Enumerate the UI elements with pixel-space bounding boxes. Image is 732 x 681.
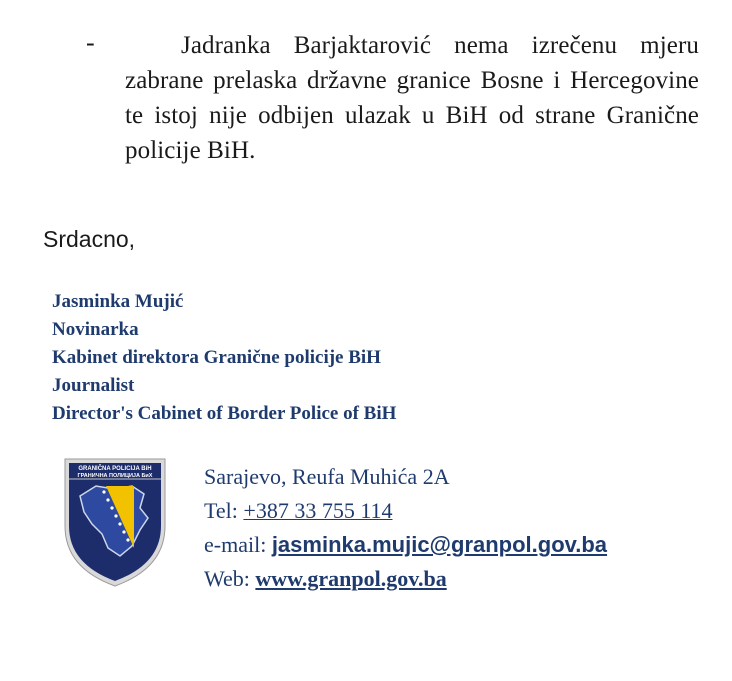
email-link[interactable]: jasminka.mujic@granpol.gov.ba <box>271 532 608 557</box>
web-label: Web: <box>204 566 256 591</box>
email-label: e-mail: <box>204 532 272 557</box>
tel-link[interactable]: +387 33 755 114 <box>243 498 393 523</box>
border-police-emblem-icon <box>62 456 168 588</box>
emblem-text-line1: GRANIČNA POLICIJA BiH <box>78 466 152 472</box>
signature-title-local: Novinarka <box>52 319 139 340</box>
signature-name: Jasminka Mujić <box>52 291 184 312</box>
signature-block <box>52 288 396 428</box>
bullet-text: Jadranka Barjaktarović nema izrečenu mjeru zabrane prelaska državne granice Bosne i Hercegovine te istoj nije odbijen ulazak u BiH od strane Granične policije BiH. <box>125 32 699 164</box>
contact-block <box>204 460 607 596</box>
contact-web <box>204 562 607 596</box>
web-link[interactable]: www.granpol.gov.ba <box>255 566 447 591</box>
signature-dept-en: Director's Cabinet of Border Police of BiH <box>52 403 397 424</box>
tel-label: Tel: <box>204 498 244 523</box>
greeting: Srdacno, <box>43 226 136 252</box>
emblem-text-line2: ГРАНИЧНА ПОЛИЦИЈА БиХ <box>77 473 153 479</box>
contact-email <box>204 528 607 562</box>
bullet-dash: - <box>86 28 95 57</box>
contact-address: Sarajevo, Reufa Muhića 2A <box>204 464 450 489</box>
signature-title-en: Journalist <box>52 375 135 396</box>
contact-tel <box>204 494 607 528</box>
signature-dept-local: Kabinet direktora Granične policije BiH <box>52 347 381 368</box>
